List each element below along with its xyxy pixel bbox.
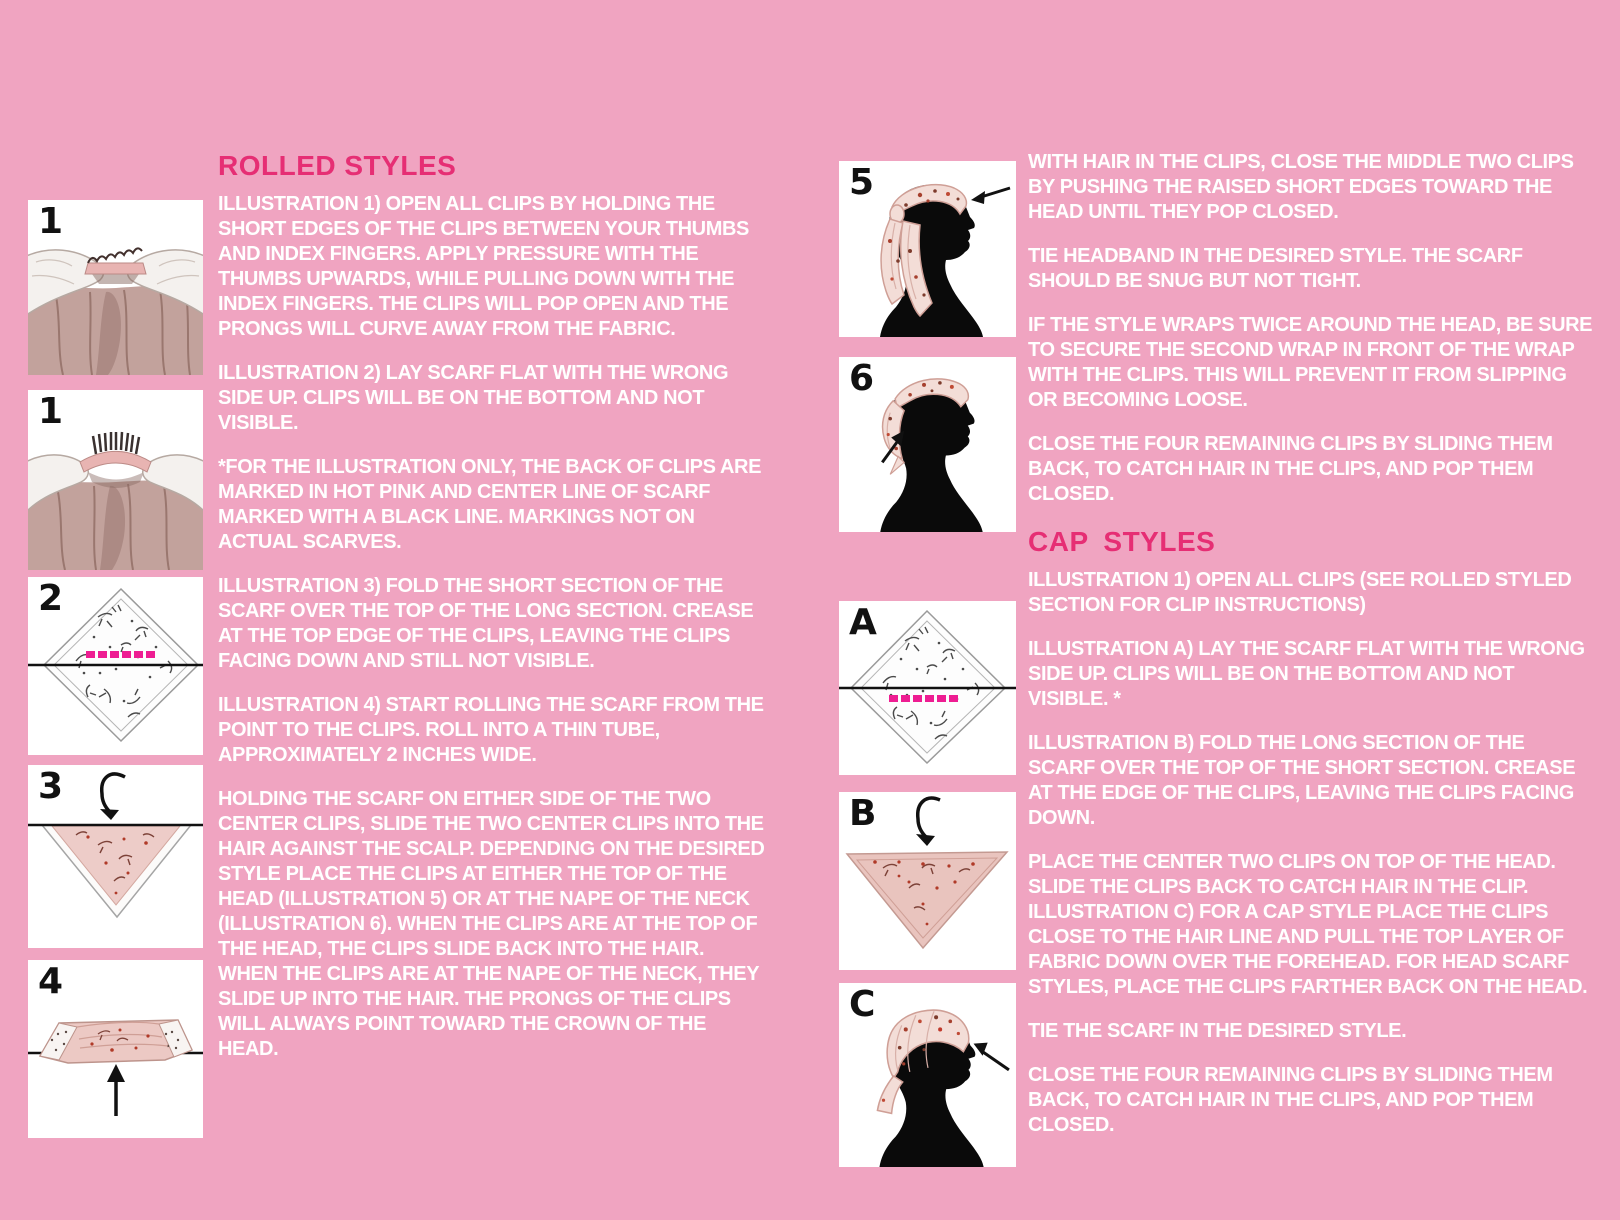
figure-5-headband-style bbox=[839, 161, 1016, 337]
figure-1-open-clips bbox=[28, 200, 203, 375]
figure-number: 2 bbox=[38, 578, 64, 619]
paragraph-illustration-2: ILLUSTRATION 2) LAY SCARF FLAT WITH THE WRONG SIDE UP. CLIPS WILL BE ON THE BOTTOM AND NOT VISIBLE. bbox=[218, 362, 729, 434]
paragraph-cap-place-clips: PLACE THE CENTER TWO CLIPS ON TOP OF THE HEAD. SLIDE THE CLIPS BACK TO CATCH HAIR IN THE CLIP. ILLUSTRATION C) FOR A CAP STYLE PLACE THE CLIPS CLOSE TO THE HAIR LINE AND PULL THE TOP LAYER OF FABRIC DOWN OVER THE FOREHEAD. FOR HEAD SCARF STYLES, PLACE THE CLIPS FARTHER BACK ON THE HEAD. bbox=[1028, 851, 1588, 998]
figure-a-flat-scarf bbox=[839, 601, 1016, 775]
paragraph-tie-headband: TIE HEADBAND IN THE DESIRED STYLE. THE SCARF SHOULD BE SNUG BUT NOT TIGHT. bbox=[1028, 245, 1523, 292]
figure-3-folded-scarf bbox=[28, 765, 203, 948]
fold-arrow-icon bbox=[916, 798, 940, 846]
paragraph-cap-illustration-a: ILLUSTRATION A) LAY THE SCARF FLAT WITH THE WRONG SIDE UP. CLIPS WILL BE ON THE BOTTOM AND NOT VISIBLE. * bbox=[1028, 638, 1585, 710]
paragraph-illustration-1: ILLUSTRATION 1) OPEN ALL CLIPS BY HOLDING THE SHORT EDGES OF THE CLIPS BETWEEN YOUR THUMBS AND INDEX FINGERS. APPLY PRESSURE WITH THE THUMBS UPWARDS, WHILE PULLING DOWN WITH THE INDEX FINGERS. THE CLIPS WILL POP OPEN AND THE PRONGS WILL CURVE AWAY FROM THE FABRIC. bbox=[218, 193, 749, 340]
figure-b-folded-scarf bbox=[839, 792, 1016, 970]
figure-number: 1 bbox=[38, 391, 64, 432]
figure-letter: A bbox=[849, 602, 877, 643]
paragraph-holding-scarf: HOLDING THE SCARF ON EITHER SIDE OF THE TWO CENTER CLIPS, SLIDE THE TWO CENTER CLIPS INTO THE HAIR AGAINST THE SCALP. DEPENDING ON THE DESIRED STYLE PLACE THE CLIPS AT EITHER THE TOP OF THE HEAD (ILLUSTRATION 5) OR AT THE NAPE OF THE NECK (ILLUSTRATION 6). WHEN THE CLIPS ARE AT THE TOP OF THE HEAD, THE CLIPS SLIDE BACK INTO THE HAIR. WHEN THE CLIPS ARE AT THE NAPE OF THE NECK, THEY SLIDE UP INTO THE HAIR. THE PRONGS OF THE CLIPS WILL ALWAYS POINT TOWARD THE CROWN OF THE HEAD. bbox=[218, 788, 765, 1060]
rolled-styles-heading: ROLLED STYLES bbox=[218, 150, 457, 181]
figure-number: 4 bbox=[38, 961, 64, 1002]
paragraph-double-wrap: IF THE STYLE WRAPS TWICE AROUND THE HEAD, BE SURE TO SECURE THE SECOND WRAP IN FRONT OF THE WRAP WITH THE CLIPS. THIS WILL PREVENT IT FROM SLIPPING OR BECOMING LOOSE. bbox=[1028, 314, 1593, 411]
clip-teeth bbox=[93, 432, 139, 454]
paragraph-illustration-4: ILLUSTRATION 4) START ROLLING THE SCARF FROM THE POINT TO THE CLIPS. ROLL INTO A THIN TUBE, APPROXIMATELY 2 INCHES WIDE. bbox=[218, 694, 764, 766]
figure-number: 1 bbox=[38, 201, 64, 242]
clip bbox=[85, 263, 146, 274]
paragraph-close-middle-clips: WITH HAIR IN THE CLIPS, CLOSE THE MIDDLE TWO CLIPS BY PUSHING THE RAISED SHORT EDGES TOWARD THE HEAD UNTIL THEY POP CLOSED. bbox=[1028, 151, 1574, 223]
clip-position-arrow-icon bbox=[971, 188, 1010, 204]
figure-number: 6 bbox=[849, 358, 875, 399]
fold-arrow-icon bbox=[100, 774, 125, 820]
clip bbox=[80, 452, 151, 473]
figure-6-nape-style bbox=[839, 357, 1016, 532]
clip-position-arrow-icon bbox=[974, 1043, 1009, 1070]
figure-letter: C bbox=[849, 984, 876, 1025]
paragraph-close-remaining-clips: CLOSE THE FOUR REMAINING CLIPS BY SLIDING THEM BACK, TO CATCH HAIR IN THE CLIPS, AND POP THEM CLOSED. bbox=[1028, 433, 1553, 505]
figure-c-cap-style bbox=[839, 983, 1016, 1167]
roll-direction-arrow-icon bbox=[107, 1064, 125, 1116]
figure-1-prongs-up bbox=[28, 390, 203, 570]
figure-number: 5 bbox=[849, 162, 875, 203]
paragraph-cap-illustration-1: ILLUSTRATION 1) OPEN ALL CLIPS (SEE ROLLED STYLED SECTION FOR CLIP INSTRUCTIONS) bbox=[1028, 569, 1572, 616]
paragraph-cap-illustration-b: ILLUSTRATION B) FOLD THE LONG SECTION OF THE SCARF OVER THE TOP OF THE SHORT SECTION. CREASE AT THE EDGE OF THE CLIPS, LEAVING THE CLIPS FACING DOWN. bbox=[1028, 732, 1576, 829]
figure-letter: B bbox=[849, 793, 877, 834]
figure-2-flat-scarf bbox=[28, 577, 203, 755]
clip-prongs bbox=[88, 248, 142, 263]
figure-number: 3 bbox=[38, 766, 64, 807]
paragraph-cap-tie-scarf: TIE THE SCARF IN THE DESIRED STYLE. bbox=[1028, 1020, 1407, 1042]
rolled-styles-column bbox=[218, 150, 766, 1081]
figure-4-rolled-scarf bbox=[28, 960, 203, 1138]
paragraph-marking-note: *FOR THE ILLUSTRATION ONLY, THE BACK OF CLIPS ARE MARKED IN HOT PINK AND CENTER LINE OF SCARF MARKED WITH A BLACK LINE. MARKINGS NOT ON ACTUAL SCARVES. bbox=[218, 456, 762, 553]
cap-styles-heading: CAP STYLES bbox=[1028, 526, 1216, 557]
paragraph-illustration-3: ILLUSTRATION 3) FOLD THE SHORT SECTION OF THE SCARF OVER THE TOP OF THE LONG SECTION. CREASE AT THE TOP EDGE OF THE CLIPS, LEAVING THE CLIPS FACING DOWN AND STILL NOT VISIBLE. bbox=[218, 575, 754, 672]
paragraph-cap-close-clips: CLOSE THE FOUR REMAINING CLIPS BY SLIDING THEM BACK, TO CATCH HAIR IN THE CLIPS, AND POP THEM CLOSED. bbox=[1028, 1064, 1553, 1136]
cap-styles-column bbox=[1028, 150, 1593, 1157]
